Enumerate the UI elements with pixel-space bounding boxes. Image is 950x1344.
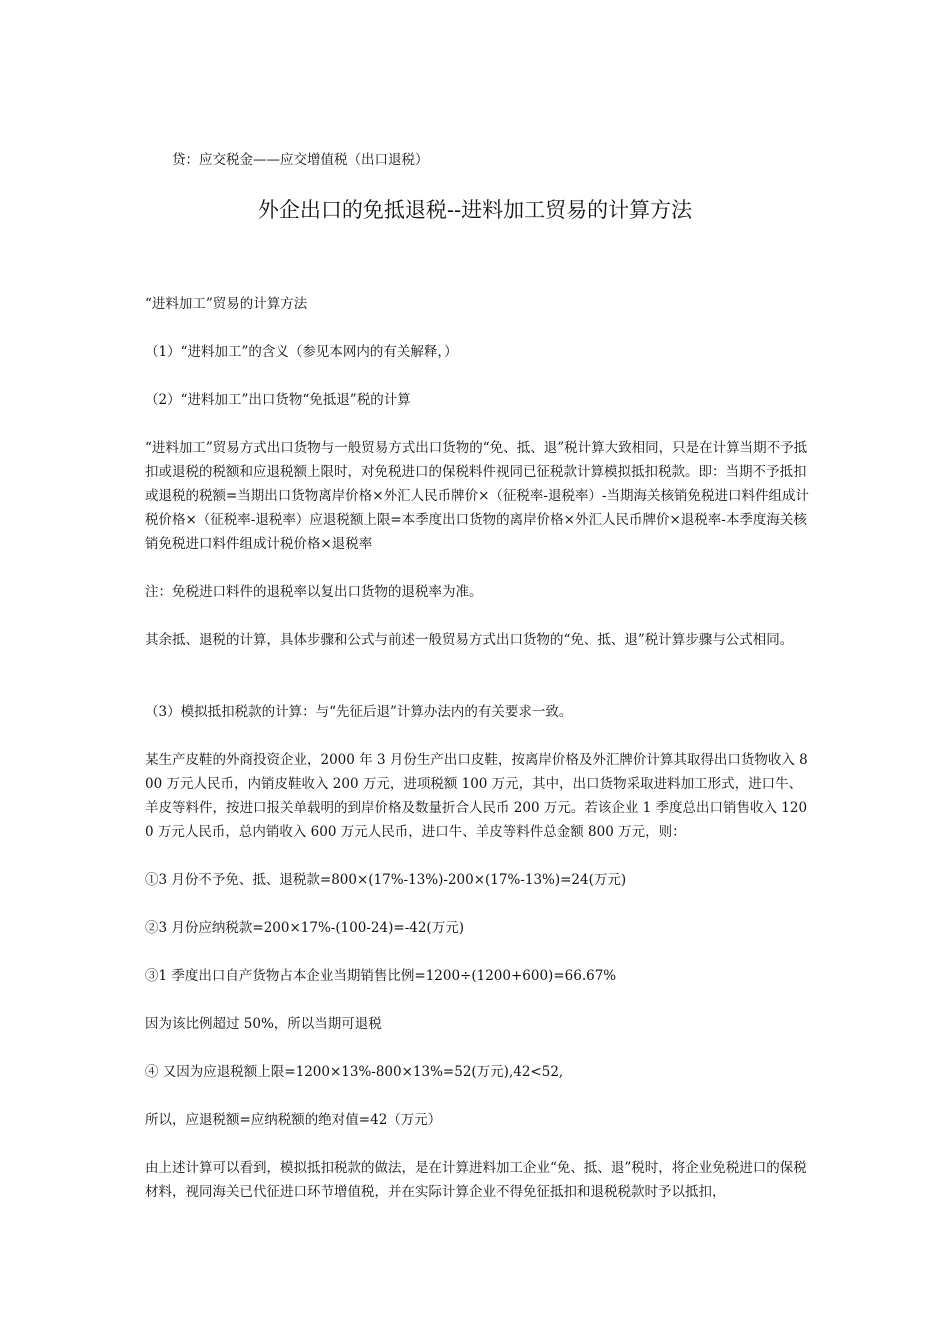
paragraph-summary: 由上述计算可以看到，模拟抵扣税款的做法，是在计算进料加工企业“免、抵、退”税时，将企业免税进口的保税材料，视同海关已代征进口环节增值税，并在实际计算企业不得免征抵扣和退税税款时予以抵扣， [145,1160,807,1200]
list-item-definition: （1）“进料加工”的含义（参见本网内的有关解释，） [145,344,458,360]
calculation-step-2: ②3 月份应纳税款=200×17%-(100-24)=-42(万元) [145,920,464,936]
paragraph-example: 某生产皮鞋的外商投资企业，2000 年 3 月份生产出口皮鞋，按离岸价格及外汇牌价计算其取得出口货物收入 800 万元人民币，内销皮鞋收入 200 万元，进项税额 100 万元，其中，出口货物采取进料加工形式，进口牛、羊皮等料件，按进口报关单载明的到岸价格及数量折合人民币 200 万元。若该企业 1 季度总出口销售收入 1200 万元人民币，总内销收入 600 万元人民币，进口牛、羊皮等料件总金额 800 万元，则： [145,752,808,840]
list-item-simulated-deduction: （3）模拟抵扣税款的计算：与“先征后退”计算办法内的有关要求一致。 [145,704,573,720]
paragraph-note: 注：免税进口料件的退税率以复出口货物的退税率为准。 [145,584,483,600]
calculation-step-4: ④ 又因为应退税额上限=1200×13%-800×13%=52(万元),42<52, [145,1064,564,1080]
journal-entry-credit-line: 贷：应交税金——应交增值税（出口退税） [172,152,429,168]
document-title: 外企出口的免抵退税--进料加工贸易的计算方法 [257,198,693,222]
paragraph-remaining-steps: 其余抵、退税的计算，具体步骤和公式与前述一般贸易方式出口货物的“免、抵、退”税计算步骤与公式相同。 [145,632,794,648]
section-heading: “进料加工”贸易的计算方法 [145,296,308,312]
calculation-step-3: ③1 季度出口自产货物占本企业当期销售比例=1200÷(1200+600)=66.67% [145,968,617,984]
paragraph-refund-result: 所以，应退税额=应纳税额的绝对值=42（万元） [145,1112,442,1128]
paragraph-method-explanation: “进料加工”贸易方式出口货物与一般贸易方式出口货物的“免、抵、退”税计算大致相同，只是在计算当期不予抵扣或退税的税额和应退税额上限时，对免税进口的保税料件视同已征税款计算模拟抵扣税款。即：当期不予抵扣或退税的税额=当期出口货物离岸价格×外汇人民币牌价×（征税率-退税率）-当期海关核销免税进口料件组成计税价格×（征税率-退税率）应退税额上限=本季度出口货物的离岸价格×外汇人民币牌价×退税率-本季度海关核销免税进口料件组成计税价格×退税率 [145,440,810,552]
paragraph-ratio-conclusion: 因为该比例超过 50%，所以当期可退税 [145,1016,382,1032]
list-item-calculation: （2）“进料加工”出口货物“免抵退”税的计算 [145,392,411,408]
calculation-step-1: ①3 月份不予免、抵、退税款=800×(17%-13%)-200×(17%-13%)=24(万元) [145,872,627,888]
